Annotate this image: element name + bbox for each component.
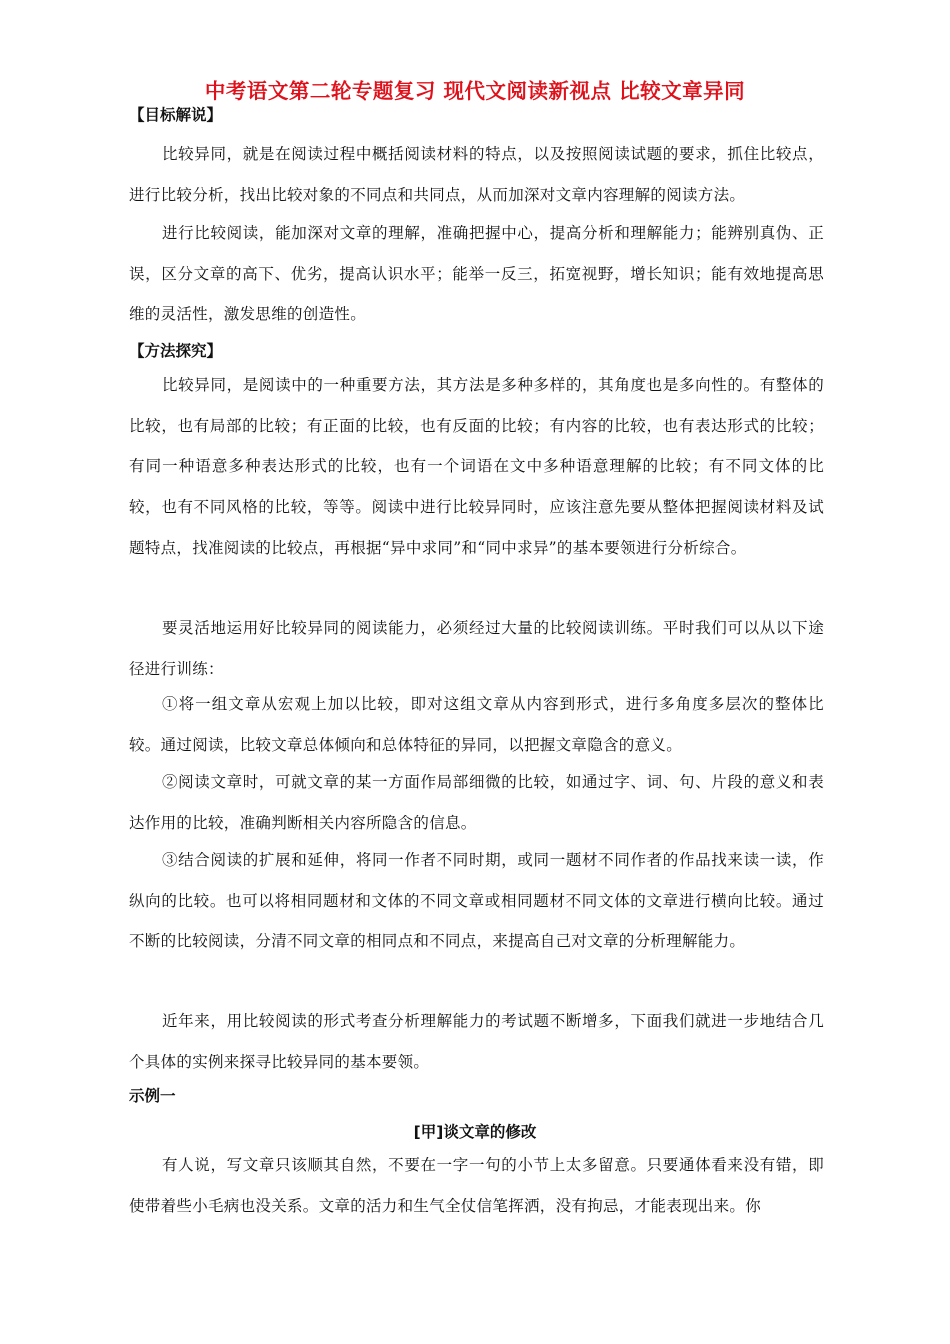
goal-paragraph-1: 比较异同，就是在阅读过程中概括阅读材料的特点，以及按照阅读试题的要求，抓住比较点，进行比较分析，找出比较对象的不同点和共同点，从而加深对文章内容理解的阅读方法。	[129, 145, 824, 204]
section-heading-goal: 【目标解说】	[129, 106, 223, 124]
method-paragraph-1: 比较异同，是阅读中的一种重要方法，其方法是多种多样的，其角度也是多向性的。有整体的比较，也有局部的比较；有正面的比较，也有反面的比较；有内容的比较，也有表达形式的比较；有同一种语意多种表达形式的比较，也有一个词语在文中多种语意理解的比较；有不同文体的比较，也有不同风格的比较，等等。阅读中进行比较异同时，应该注意先要从整体把握阅读材料及试题特点，找准阅读的比较点，再根据“异中求同”和“同中求异”的基本要领进行分析综合。	[129, 376, 824, 557]
example-subtitle: [甲]谈文章的修改	[413, 1123, 537, 1141]
document-title: 中考语文第二轮专题复习 现代文阅读新视点 比较文章异同	[204, 79, 746, 103]
method-list-item-2: ②阅读文章时，可就文章的某一方面作局部细微的比较，如通过字、词、句、片段的意义和表达作用的比较，准确判断相关内容所隐含的信息。	[129, 773, 824, 832]
example-label: 示例一	[129, 1087, 176, 1105]
method-list-item-1: ①将一组文章从宏观上加以比较，即对这组文章从内容到形式，进行多角度多层次的整体比较。通过阅读，比较文章总体倾向和总体特征的异同，以把握文章隐含的意义。	[129, 695, 824, 754]
method-list-item-3: ③结合阅读的扩展和延伸，将同一作者不同时期，或同一题材不同作者的作品找来读一读，作纵向的比较。也可以将相同题材和文体的不同文章或相同题材不同文体的文章进行横向比较。通过不断的比较阅读，分清不同文章的相同点和不同点，来提高自己对文章的分析理解能力。	[129, 851, 824, 951]
section-heading-method: 【方法探究】	[129, 342, 223, 360]
example-paragraph: 有人说，写文章只该顺其自然，不要在一字一句的小节上太多留意。只要通体看来没有错，即使带着些小毛病也没关系。文章的活力和生气全仗信笔挥洒，没有拘忌，才能表现出来。你	[129, 1156, 824, 1215]
method-paragraph-closing: 近年来，用比较阅读的形式考查分析理解能力的考试题不断增多，下面我们就进一步地结合几个具体的实例来探寻比较异同的基本要领。	[129, 1012, 824, 1071]
goal-paragraph-2: 进行比较阅读，能加深对文章的理解，准确把握中心，提高分析和理解能力；能辨别真伪、正误，区分文章的高下、优劣，提高认识水平；能举一反三，拓宽视野，增长知识；能有效地提高思维的灵活性，激发思维的创造性。	[129, 224, 824, 324]
method-paragraph-2: 要灵活地运用好比较异同的阅读能力，必须经过大量的比较阅读训练。平时我们可以从以下途径进行训练：	[129, 619, 824, 678]
